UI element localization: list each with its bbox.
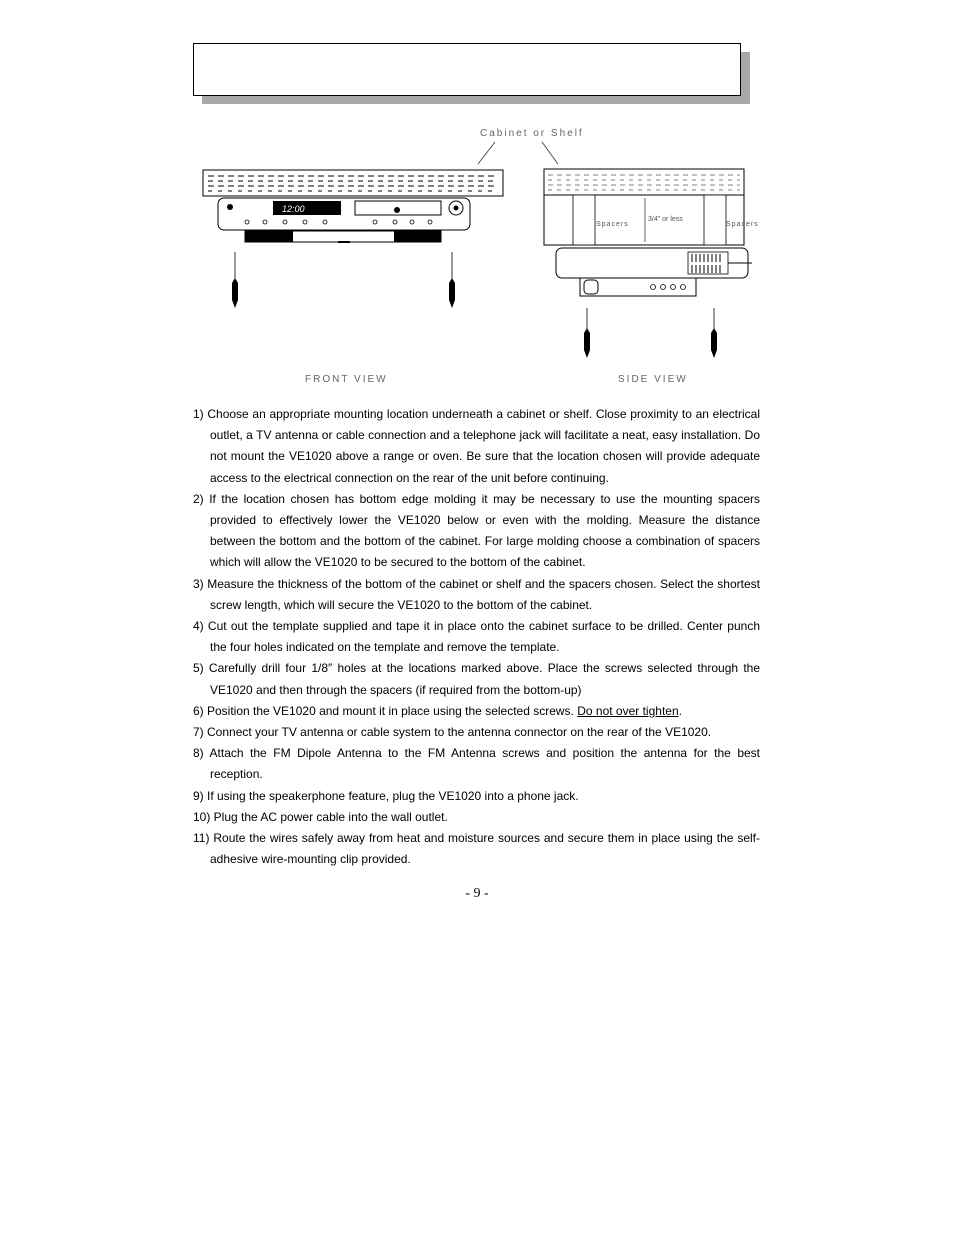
mounting-diagram [190,118,770,393]
list-item: 7) Connect your TV antenna or cable system to the antenna connector on the rear of the VE1020. [193,725,712,740]
spacers-right-label: Spacers [726,221,759,228]
page-number: - 9 - [465,886,489,901]
list-item: 11) Route the wires safely away from heat and moisture sources and secure them in place using the self-adhesive wire-mounting clip provided. [193,831,760,867]
installation-steps [193,404,760,870]
list-item: 10) Plug the AC power cable into the wall outlet. [193,809,448,824]
side-view [544,169,759,385]
list-item: 1) Choose an appropriate mounting location underneath a cabinet or shelf. Close proximity to an electrical outlet, a TV antenna or cable connection and a telephone jack will facilitate a neat, easy installation. Do not mount the VE1020 above a range or oven. Be sure that the location chosen will provide adequate access to the electrical connection on the rear of the unit before continuing. [193,407,760,485]
front-view-label: FRONT VIEW [305,374,388,385]
front-view [203,170,503,385]
list-item: 2) If the location chosen has bottom edge molding it may be necessary to use the mounting spacers provided to effectively lower the VE1020 below or even with the molding. Measure the distance between the bottom and the bottom of the cabinet. For large molding choose a combination of spacers which will allow the VE1020 to be secured to the bottom of the cabinet. [193,491,760,570]
list-item: 4) Cut out the template supplied and tape it in place onto the cabinet surface to be drilled. Center punch the four holes indicated on the template and remove the template. [193,619,760,655]
list-item: 9) If using the speakerphone feature, plug the VE1020 into a phone jack. [193,788,579,803]
clock-display: 12:00 [282,204,305,214]
list-item: 3) Measure the thickness of the bottom of the cabinet or shelf and the spacers chosen. Select the shortest screw length, which will secure the VE1020 to the bottom of the cabinet. [193,576,760,612]
spacers-left-label: Spacers [596,221,629,228]
cabinet-label: Cabinet or Shelf [480,128,584,139]
header-box [193,43,741,96]
clearance-label: 3/4" or less [648,216,683,223]
list-item: 6) Position the VE1020 and mount it in place using the selected screws. Do not over tighten. [193,703,682,718]
side-view-label: SIDE VIEW [618,374,688,385]
list-item: 5) Carefully drill four 1/8″ holes at the locations marked above. Place the screws selected through the VE1020 and then through the spacers (if required from the bottom-up) [193,661,760,697]
warning-underlined: Do not over tighten [577,703,679,718]
list-item: 8) Attach the FM Dipole Antenna to the FM Antenna screws and position the antenna for the best reception. [193,746,760,782]
